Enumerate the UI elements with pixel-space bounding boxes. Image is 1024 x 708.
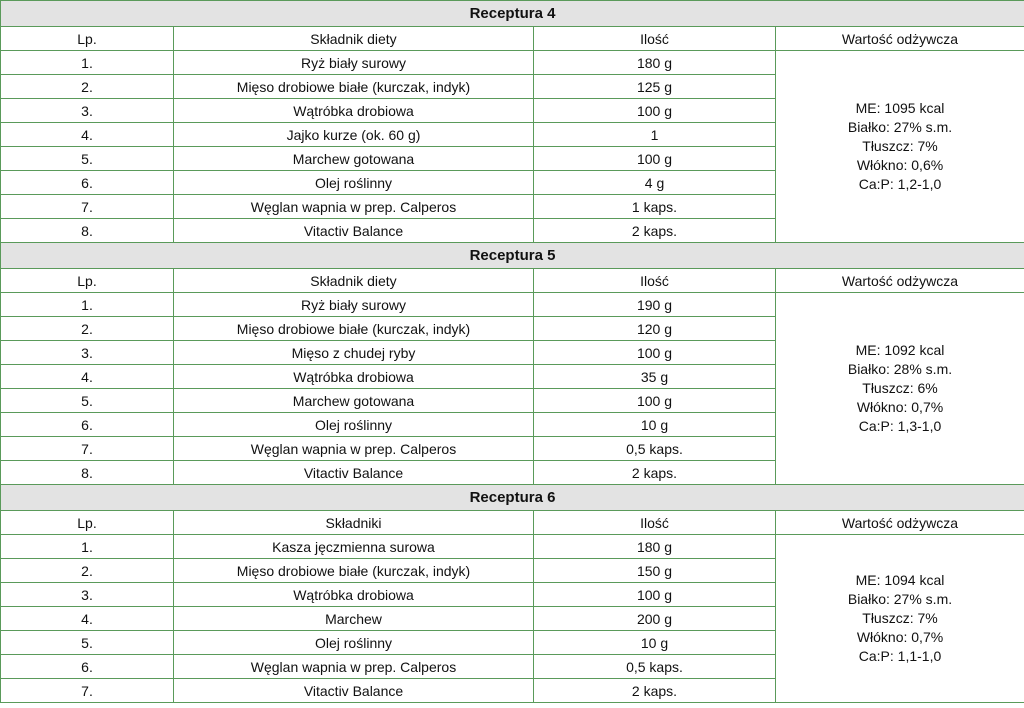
ingredient-amount: 120 g (534, 317, 776, 341)
row-number: 3. (1, 583, 174, 607)
nutrition-line: Tłuszcz: 7% (862, 138, 938, 154)
ingredient-amount: 100 g (534, 583, 776, 607)
ingredient-amount: 2 kaps. (534, 679, 776, 703)
ingredient-name: Vitactiv Balance (174, 219, 534, 243)
nutrition-values (776, 293, 1024, 485)
ingredient-amount: 0,5 kaps. (534, 655, 776, 679)
nutrition-line: Tłuszcz: 6% (862, 380, 938, 396)
row-number: 6. (1, 655, 174, 679)
ingredient-amount: 0,5 kaps. (534, 437, 776, 461)
ingredient-name: Węglan wapnia w prep. Calperos (174, 437, 534, 461)
nutrition-line: Tłuszcz: 7% (862, 610, 938, 626)
header-amount: Ilość (534, 511, 776, 535)
ingredient-amount: 10 g (534, 631, 776, 655)
row-number: 5. (1, 147, 174, 171)
nutrition-line: Ca:P: 1,2-1,0 (858, 176, 942, 192)
header-nutrition: Wartość odżywcza (776, 511, 1024, 535)
row-number: 1. (1, 293, 174, 317)
row-number: 6. (1, 171, 174, 195)
ingredient-amount: 1 (534, 123, 776, 147)
ingredient-name: Olej roślinny (174, 413, 534, 437)
nutrition-line: Włókno: 0,6% (856, 157, 944, 173)
ingredient-name: Węglan wapnia w prep. Calperos (174, 195, 534, 219)
ingredient-amount: 190 g (534, 293, 776, 317)
recipe-title: Receptura 5 (1, 243, 1024, 269)
nutrition-line: Włókno: 0,7% (856, 399, 944, 415)
ingredient-name: Wątróbka drobiowa (174, 583, 534, 607)
ingredient-amount: 180 g (534, 535, 776, 559)
nutrition-line: ME: 1092 kcal (855, 342, 945, 358)
ingredient-row (1, 293, 1024, 317)
row-number: 4. (1, 607, 174, 631)
ingredient-name: Vitactiv Balance (174, 679, 534, 703)
nutrition-line: Ca:P: 1,3-1,0 (858, 418, 942, 434)
nutrition-line: ME: 1094 kcal (855, 572, 945, 588)
row-number: 3. (1, 341, 174, 365)
ingredient-name: Wątróbka drobiowa (174, 99, 534, 123)
ingredient-name: Mięso z chudej ryby (174, 341, 534, 365)
row-number: 2. (1, 75, 174, 99)
row-number: 8. (1, 219, 174, 243)
ingredient-name: Mięso drobiowe białe (kurczak, indyk) (174, 559, 534, 583)
ingredient-name: Olej roślinny (174, 631, 534, 655)
ingredient-amount: 100 g (534, 147, 776, 171)
ingredient-row (1, 51, 1024, 75)
column-header-row (1, 27, 1024, 51)
nutrition-values (776, 51, 1024, 243)
ingredient-name: Marchew (174, 607, 534, 631)
row-number: 7. (1, 437, 174, 461)
nutrition-line: ME: 1095 kcal (855, 100, 945, 116)
header-lp: Lp. (1, 27, 174, 51)
ingredient-amount: 100 g (534, 389, 776, 413)
recipe-title-row (1, 1, 1024, 27)
row-number: 8. (1, 461, 174, 485)
nutrition-line: Białko: 27% s.m. (847, 119, 953, 135)
ingredient-name: Ryż biały surowy (174, 51, 534, 75)
recipe-title: Receptura 6 (1, 485, 1024, 511)
header-nutrition: Wartość odżywcza (776, 27, 1024, 51)
ingredient-amount: 100 g (534, 341, 776, 365)
row-number: 6. (1, 413, 174, 437)
nutrition-line: Białko: 27% s.m. (847, 591, 953, 607)
row-number: 2. (1, 559, 174, 583)
header-nutrition: Wartość odżywcza (776, 269, 1024, 293)
row-number: 1. (1, 51, 174, 75)
ingredient-amount: 4 g (534, 171, 776, 195)
ingredient-amount: 10 g (534, 413, 776, 437)
recipe-title: Receptura 4 (1, 1, 1024, 27)
ingredient-name: Węglan wapnia w prep. Calperos (174, 655, 534, 679)
ingredient-amount: 150 g (534, 559, 776, 583)
ingredient-name: Marchew gotowana (174, 147, 534, 171)
ingredient-amount: 2 kaps. (534, 219, 776, 243)
ingredient-name: Vitactiv Balance (174, 461, 534, 485)
row-number: 1. (1, 535, 174, 559)
row-number: 7. (1, 195, 174, 219)
ingredient-name: Ryż biały surowy (174, 293, 534, 317)
ingredient-name: Wątróbka drobiowa (174, 365, 534, 389)
row-number: 4. (1, 123, 174, 147)
header-lp: Lp. (1, 269, 174, 293)
column-header-row (1, 269, 1024, 293)
ingredient-amount: 35 g (534, 365, 776, 389)
row-number: 5. (1, 631, 174, 655)
recipes-table-body (1, 1, 1024, 703)
ingredient-name: Mięso drobiowe białe (kurczak, indyk) (174, 317, 534, 341)
header-amount: Ilość (534, 27, 776, 51)
ingredient-amount: 180 g (534, 51, 776, 75)
ingredient-amount: 2 kaps. (534, 461, 776, 485)
ingredient-amount: 200 g (534, 607, 776, 631)
ingredient-amount: 1 kaps. (534, 195, 776, 219)
nutrition-line: Włókno: 0,7% (856, 629, 944, 645)
header-ingredient: Składnik diety (174, 27, 534, 51)
row-number: 4. (1, 365, 174, 389)
header-ingredient: Składnik diety (174, 269, 534, 293)
ingredient-row (1, 535, 1024, 559)
ingredient-amount: 125 g (534, 75, 776, 99)
ingredient-name: Kasza jęczmienna surowa (174, 535, 534, 559)
ingredient-name: Olej roślinny (174, 171, 534, 195)
row-number: 5. (1, 389, 174, 413)
ingredient-name: Marchew gotowana (174, 389, 534, 413)
nutrition-line: Ca:P: 1,1-1,0 (858, 648, 942, 664)
recipe-title-row (1, 243, 1024, 269)
ingredient-name: Jajko kurze (ok. 60 g) (174, 123, 534, 147)
column-header-row (1, 511, 1024, 535)
recipe-title-row (1, 485, 1024, 511)
row-number: 3. (1, 99, 174, 123)
header-lp: Lp. (1, 511, 174, 535)
row-number: 7. (1, 679, 174, 703)
header-ingredient: Składniki (174, 511, 534, 535)
nutrition-line: Białko: 28% s.m. (847, 361, 953, 377)
row-number: 2. (1, 317, 174, 341)
header-amount: Ilość (534, 269, 776, 293)
ingredient-name: Mięso drobiowe białe (kurczak, indyk) (174, 75, 534, 99)
nutrition-values (776, 535, 1024, 703)
ingredient-amount: 100 g (534, 99, 776, 123)
